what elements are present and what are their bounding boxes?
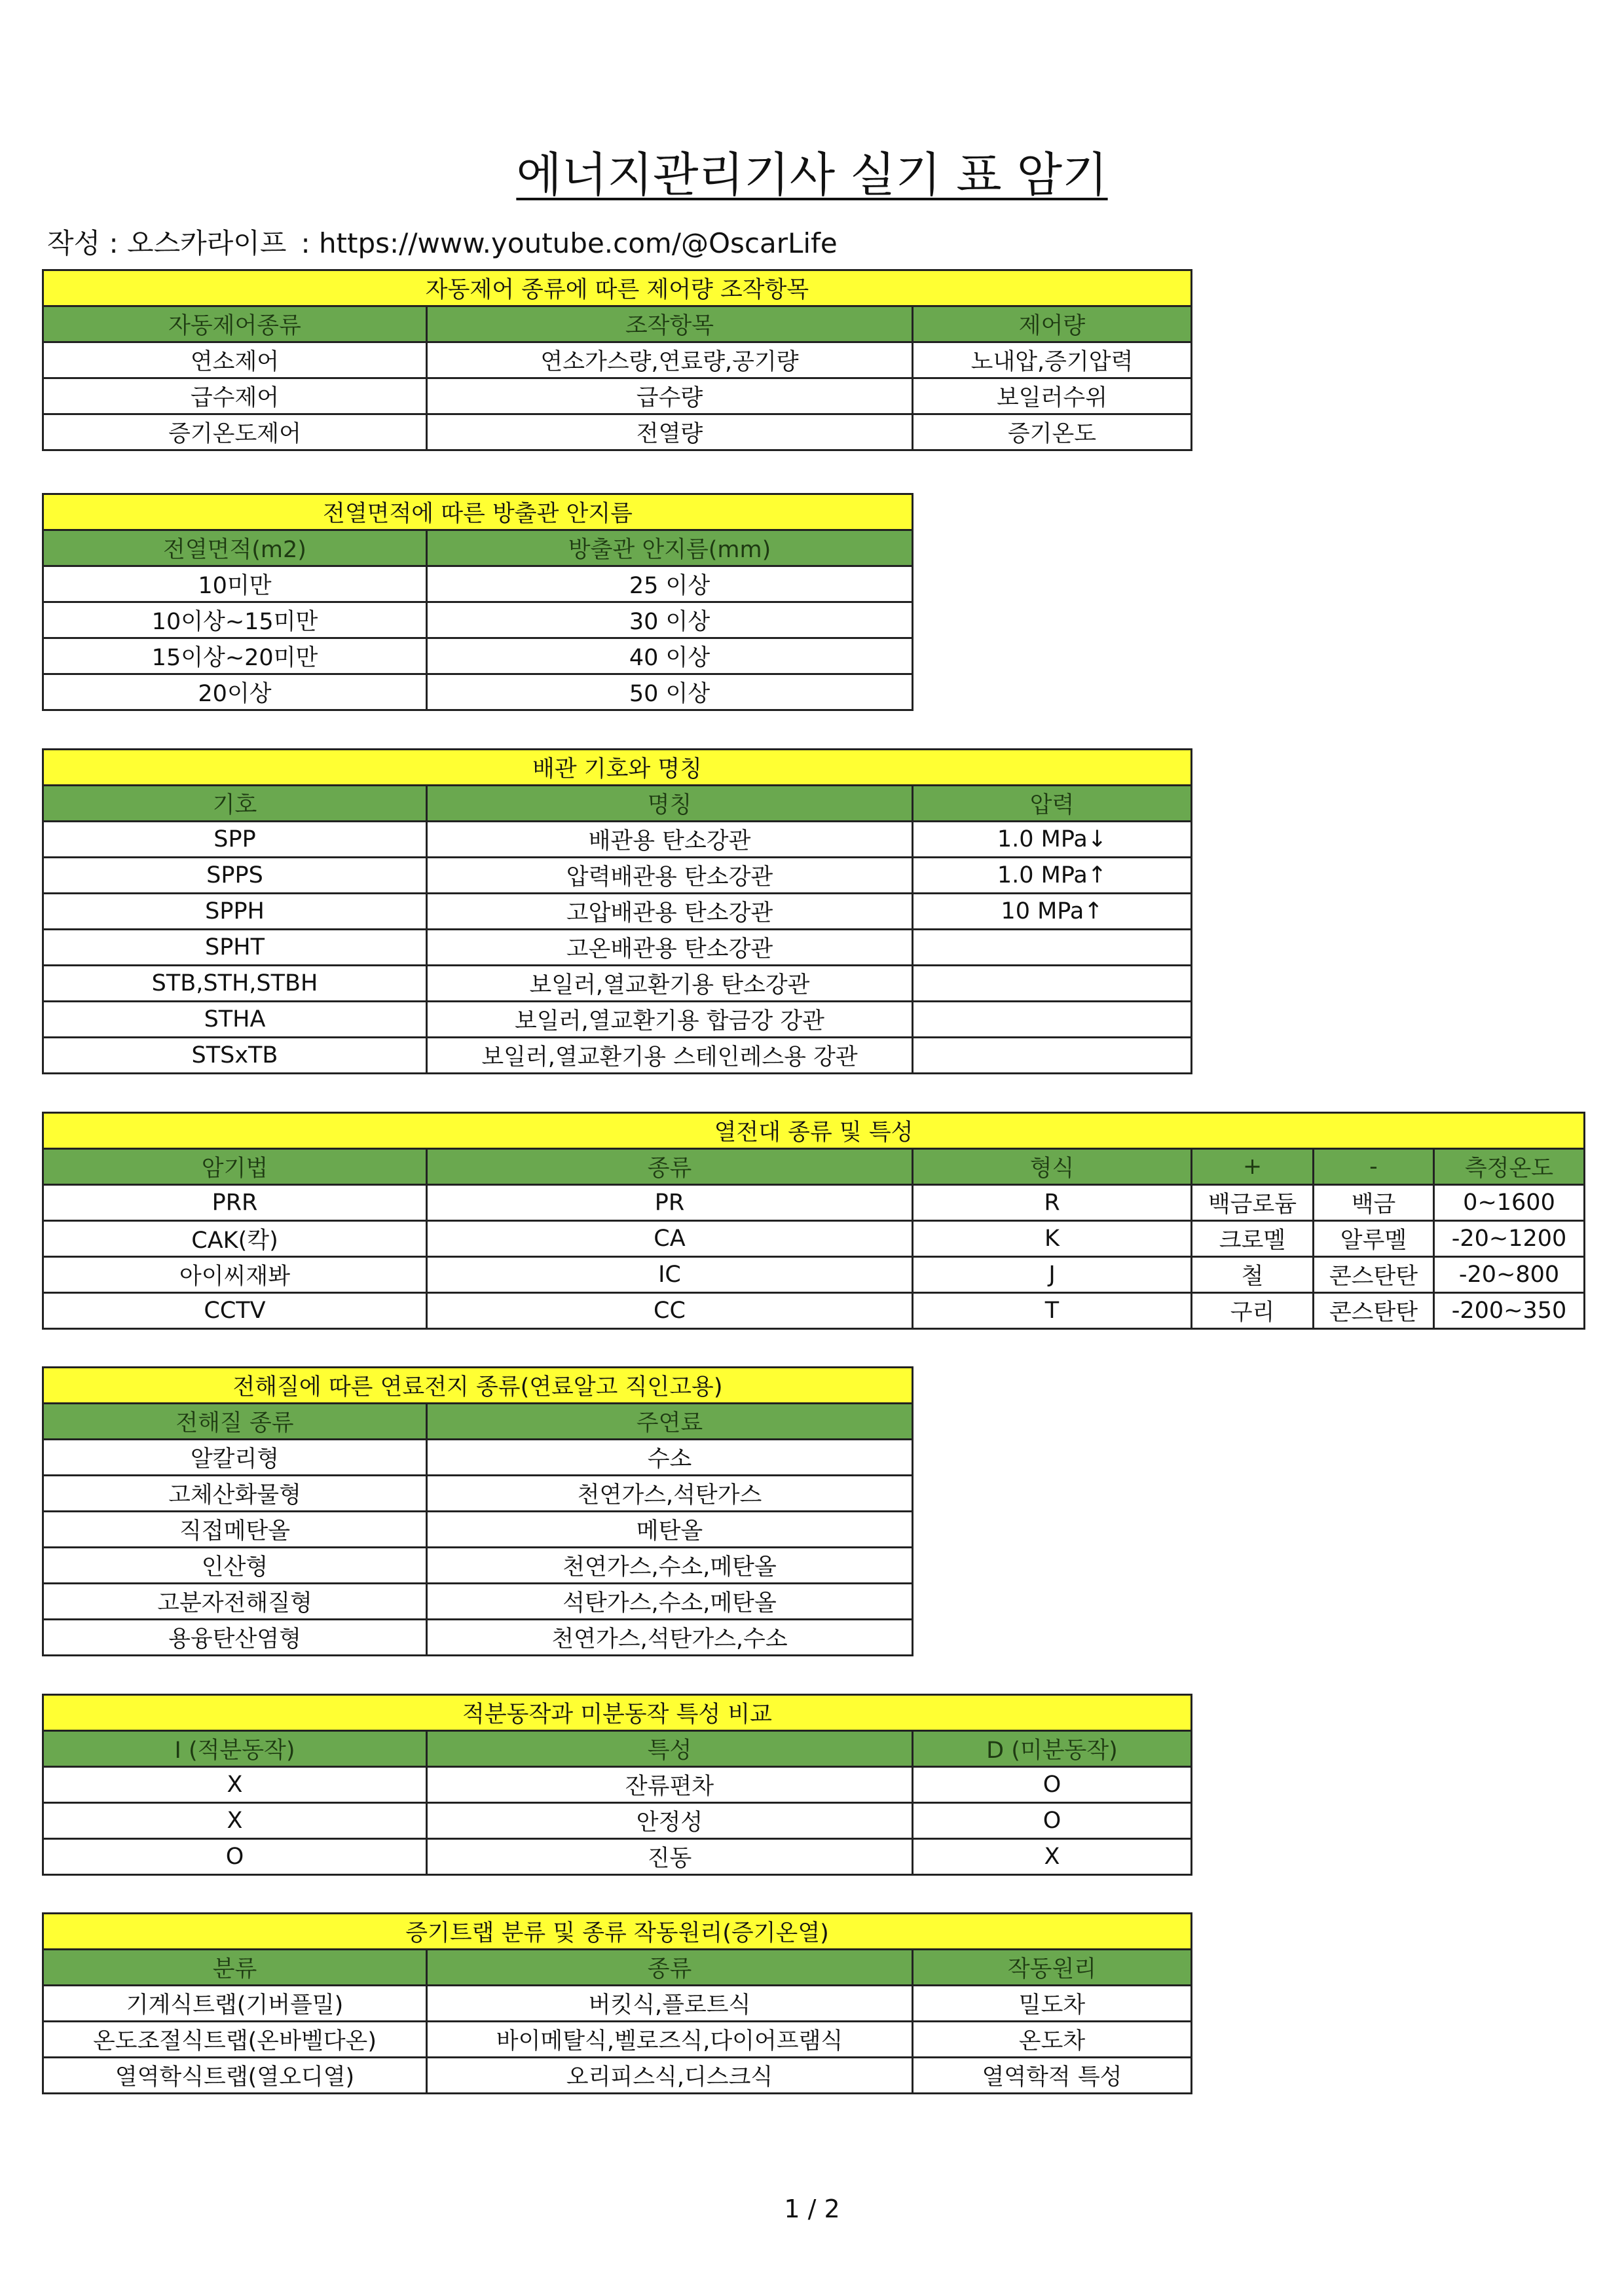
- table-cell: STSxTB: [43, 1038, 427, 1074]
- table-relief-pipe: [42, 493, 913, 711]
- table-cell: 보일러,열교환기용 합금강 강관: [427, 1002, 913, 1038]
- table-cell: 배관용 탄소강관: [427, 822, 913, 858]
- table-cell: 알칼리형: [43, 1440, 427, 1476]
- table-cell: 30 이상: [427, 602, 913, 638]
- table-cell: 노내압,증기압력: [913, 342, 1192, 378]
- table-cell: 크로멜: [1192, 1221, 1314, 1257]
- column-header: 특성: [427, 1731, 913, 1767]
- table-row: [43, 378, 1192, 414]
- table-cell: IC: [427, 1257, 913, 1293]
- table-cell: 밀도차: [913, 1986, 1192, 2022]
- table-cell: J: [913, 1257, 1192, 1293]
- table-cell: 40 이상: [427, 638, 913, 674]
- table-cell: 20이상: [43, 674, 427, 710]
- table-cell: STB,STH,STBH: [43, 966, 427, 1002]
- column-header: 종류: [427, 1950, 913, 1986]
- table-caption: 배관 기호와 명칭: [43, 750, 1192, 786]
- table-row: [43, 1476, 913, 1512]
- table-cell: CCTV: [43, 1293, 427, 1329]
- table-cell: SPP: [43, 822, 427, 858]
- table-cell: 철: [1192, 1257, 1314, 1293]
- page-number: 1 / 2: [784, 2195, 840, 2223]
- table-row: [43, 1548, 913, 1584]
- table-cell: -20~800: [1434, 1257, 1585, 1293]
- table-cell: 0~1600: [1434, 1185, 1585, 1221]
- author-label: 작성 : 오스카라이프: [47, 227, 287, 259]
- table-cell: CAK(칵): [43, 1221, 427, 1257]
- column-header: 전열면적(m2): [43, 530, 427, 566]
- table-cell: -200~350: [1434, 1293, 1585, 1329]
- table-row: [43, 822, 1192, 858]
- column-header: I (적분동작): [43, 1731, 427, 1767]
- table-row: [43, 1803, 1192, 1839]
- table-cell: 10 MPa↑: [913, 894, 1192, 930]
- table-cell: 고분자전해질형: [43, 1584, 427, 1620]
- table-cell: 1.0 MPa↓: [913, 822, 1192, 858]
- table-cell: 25 이상: [427, 566, 913, 602]
- table-cell: 아이씨재봐: [43, 1257, 427, 1293]
- table-pipe-symbols: [42, 748, 1192, 1074]
- table-row: [43, 1038, 1192, 1074]
- table-row: [43, 1440, 913, 1476]
- table-cell: 바이메탈식,벨로즈식,다이어프램식: [427, 2022, 913, 2058]
- table-cell: [913, 1038, 1192, 1074]
- table-cell: 백금로듐: [1192, 1185, 1314, 1221]
- column-header: 종류: [427, 1149, 913, 1185]
- column-header: 제어량: [913, 306, 1192, 342]
- table-row: [43, 342, 1192, 378]
- table-row: [43, 1185, 1585, 1221]
- table-cell: 기계식트랩(기버플밀): [43, 1986, 427, 2022]
- table-cell: 증기온도제어: [43, 414, 427, 450]
- table-cell: SPHT: [43, 930, 427, 966]
- table-cell: 메탄올: [427, 1512, 913, 1548]
- column-header: 방출관 안지름(mm): [427, 530, 913, 566]
- table-cell: 온도차: [913, 2022, 1192, 2058]
- table-cell: PR: [427, 1185, 913, 1221]
- table-cell: 구리: [1192, 1293, 1314, 1329]
- table-row: [43, 1221, 1585, 1257]
- column-header: 분류: [43, 1950, 427, 1986]
- table-row: [43, 602, 913, 638]
- table-caption: 적분동작과 미분동작 특성 비교: [43, 1695, 1192, 1731]
- table-row: [43, 858, 1192, 894]
- table-cell: 안정성: [427, 1803, 913, 1839]
- table-cell: SPPH: [43, 894, 427, 930]
- table-cell: 고압배관용 탄소강관: [427, 894, 913, 930]
- table-row: [43, 1584, 913, 1620]
- table-cell: 인산형: [43, 1548, 427, 1584]
- table-cell: X: [43, 1767, 427, 1803]
- table-thermocouple: [42, 1112, 1585, 1330]
- table-row: [43, 674, 913, 710]
- column-header: 암기법: [43, 1149, 427, 1185]
- table-cell: 보일러,열교환기용 탄소강관: [427, 966, 913, 1002]
- document-title: 에너지관리기사 실기 표 암기: [516, 147, 1108, 202]
- table-steam-trap: [42, 1912, 1192, 2094]
- table-cell: 전열량: [427, 414, 913, 450]
- table-cell: 급수제어: [43, 378, 427, 414]
- table-cell: [913, 1002, 1192, 1038]
- author-line: [47, 224, 838, 263]
- table-integral-derivative: [42, 1694, 1192, 1876]
- table-cell: 증기온도: [913, 414, 1192, 450]
- column-header: -: [1314, 1149, 1434, 1185]
- column-header: 작동원리: [913, 1950, 1192, 1986]
- column-header: 측정온도: [1434, 1149, 1585, 1185]
- table-cell: 용융탄산염형: [43, 1620, 427, 1656]
- table-row: [43, 1293, 1585, 1329]
- table-row: [43, 930, 1192, 966]
- column-header: 기호: [43, 786, 427, 822]
- table-row: [43, 2058, 1192, 2094]
- table-cell: PRR: [43, 1185, 427, 1221]
- column-header: 주연료: [427, 1404, 913, 1440]
- table-row: [43, 1986, 1192, 2022]
- table-cell: 50 이상: [427, 674, 913, 710]
- table-cell: 열역학식트랩(열오디열): [43, 2058, 427, 2094]
- table-cell: 버킷식,플로트식: [427, 1986, 913, 2022]
- table-cell: 수소: [427, 1440, 913, 1476]
- table-cell: STHA: [43, 1002, 427, 1038]
- table-fuel-cell: [42, 1366, 913, 1656]
- table-cell: O: [913, 1803, 1192, 1839]
- table-cell: 보일러수위: [913, 378, 1192, 414]
- table-cell: O: [43, 1839, 427, 1875]
- table-cell: O: [913, 1767, 1192, 1803]
- column-header: 전해질 종류: [43, 1404, 427, 1440]
- table-cell: T: [913, 1293, 1192, 1329]
- table-cell: 보일러,열교환기용 스테인레스용 강관: [427, 1038, 913, 1074]
- author-url: : https://www.youtube.com/@OscarLife: [301, 227, 838, 259]
- table-row: [43, 894, 1192, 930]
- table-row: [43, 2022, 1192, 2058]
- table-caption: 증기트랩 분류 및 종류 작동원리(증기온열): [43, 1914, 1192, 1950]
- column-header: 조작항목: [427, 306, 913, 342]
- table-cell: X: [913, 1839, 1192, 1875]
- table-cell: CC: [427, 1293, 913, 1329]
- table-cell: 오리피스식,디스크식: [427, 2058, 913, 2094]
- table-cell: CA: [427, 1221, 913, 1257]
- column-header: D (미분동작): [913, 1731, 1192, 1767]
- table-row: [43, 414, 1192, 450]
- table-cell: 연소가스량,연료량,공기량: [427, 342, 913, 378]
- column-header: 자동제어종류: [43, 306, 427, 342]
- table-cell: 백금: [1314, 1185, 1434, 1221]
- table-cell: 고온배관용 탄소강관: [427, 930, 913, 966]
- column-header: 형식: [913, 1149, 1192, 1185]
- table-caption: 자동제어 종류에 따른 제어량 조작항목: [43, 270, 1192, 306]
- column-header: 명칭: [427, 786, 913, 822]
- table-cell: 1.0 MPa↑: [913, 858, 1192, 894]
- table-cell: 천연가스,석탄가스,수소: [427, 1620, 913, 1656]
- table-cell: 온도조절식트랩(온바벨다온): [43, 2022, 427, 2058]
- table-cell: 연소제어: [43, 342, 427, 378]
- table-cell: 알루멜: [1314, 1221, 1434, 1257]
- table-cell: 직접메탄올: [43, 1512, 427, 1548]
- table-caption: 전해질에 따른 연료전지 종류(연료알고 직인고용): [43, 1368, 913, 1404]
- table-row: [43, 1620, 913, 1656]
- table-cell: 석탄가스,수소,메탄올: [427, 1584, 913, 1620]
- table-cell: 고체산화물형: [43, 1476, 427, 1512]
- table-cell: R: [913, 1185, 1192, 1221]
- table-cell: [913, 966, 1192, 1002]
- table-row: [43, 1839, 1192, 1875]
- table-row: [43, 1767, 1192, 1803]
- table-caption: 열전대 종류 및 특성: [43, 1113, 1585, 1149]
- table-row: [43, 1002, 1192, 1038]
- table-cell: SPPS: [43, 858, 427, 894]
- table-row: [43, 566, 913, 602]
- table-cell: 천연가스,석탄가스: [427, 1476, 913, 1512]
- column-header: +: [1192, 1149, 1314, 1185]
- column-header: 압력: [913, 786, 1192, 822]
- table-cell: 콘스탄탄: [1314, 1257, 1434, 1293]
- table-cell: 15이상~20미만: [43, 638, 427, 674]
- table-cell: 콘스탄탄: [1314, 1293, 1434, 1329]
- table-cell: 10미만: [43, 566, 427, 602]
- table-cell: 천연가스,수소,메탄올: [427, 1548, 913, 1584]
- table-cell: X: [43, 1803, 427, 1839]
- table-cell: 압력배관용 탄소강관: [427, 858, 913, 894]
- table-cell: [913, 930, 1192, 966]
- table-row: [43, 1512, 913, 1548]
- table-auto-control: [42, 269, 1192, 451]
- table-row: [43, 1257, 1585, 1293]
- table-cell: K: [913, 1221, 1192, 1257]
- table-cell: 급수량: [427, 378, 913, 414]
- table-cell: 10이상~15미만: [43, 602, 427, 638]
- table-caption: 전열면적에 따른 방출관 안지름: [43, 494, 913, 530]
- table-cell: 열역학적 특성: [913, 2058, 1192, 2094]
- table-cell: 진동: [427, 1839, 913, 1875]
- table-row: [43, 966, 1192, 1002]
- table-cell: 잔류편차: [427, 1767, 913, 1803]
- table-row: [43, 638, 913, 674]
- table-cell: -20~1200: [1434, 1221, 1585, 1257]
